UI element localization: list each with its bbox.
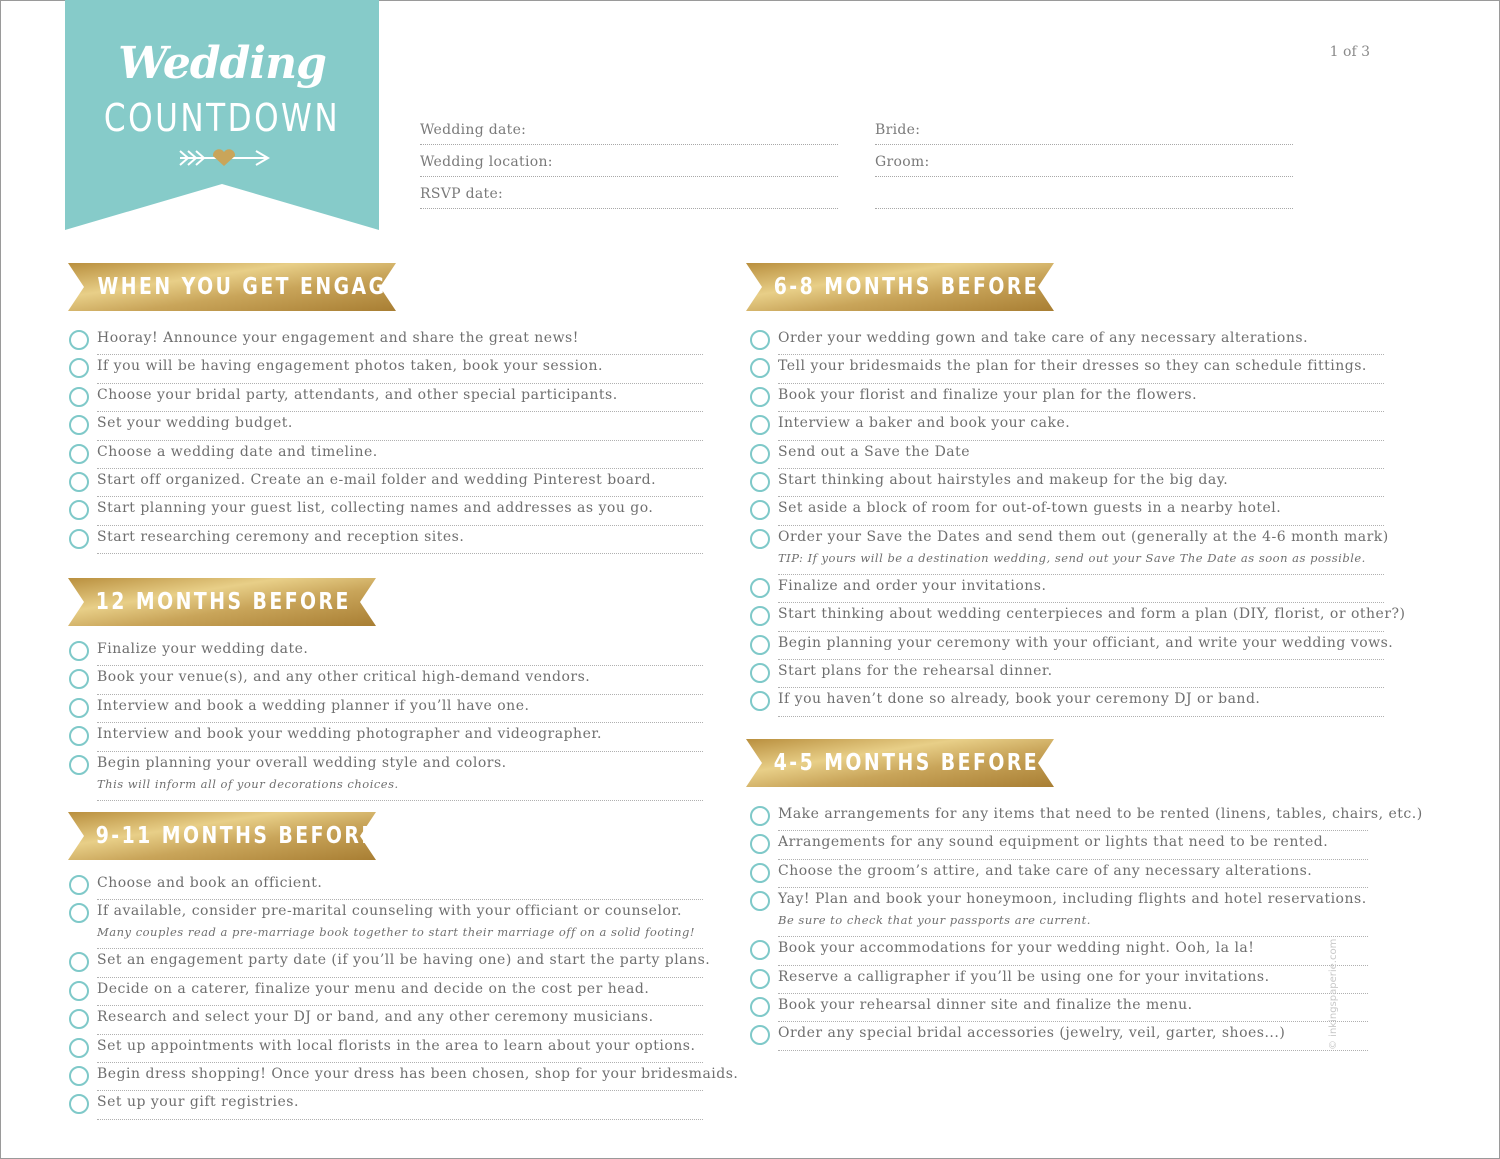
checklist-item-text: If available, consider pre-marital counseling with your officiant or counselor. bbox=[97, 903, 682, 920]
checklist-item bbox=[778, 528, 1389, 575]
checklist-item-text: Start off organized. Create an e-mail folder and wedding Pinterest board. bbox=[97, 472, 657, 488]
groom-field[interactable] bbox=[875, 154, 1293, 177]
checklist-item bbox=[778, 500, 1384, 525]
checklist-item-text: Choose the groom’s attire, and take care of any necessary alterations. bbox=[778, 862, 1313, 879]
checklist-item bbox=[97, 669, 703, 694]
checklist-item bbox=[97, 698, 703, 723]
checklist-item-text: Finalize your wedding date. bbox=[97, 641, 309, 657]
credit-text: © inkingspaperie.com bbox=[1328, 938, 1339, 1050]
checklist-item bbox=[778, 940, 1368, 965]
checklist-item-text: Start thinking about wedding centerpieces and form a plan (DIY, florist, or other?) bbox=[778, 606, 1406, 623]
checklist-item bbox=[97, 444, 703, 469]
checklist-item-text: Interview a baker and book your cake. bbox=[778, 415, 1071, 432]
checkbox-circle[interactable] bbox=[750, 863, 770, 883]
checkbox-circle[interactable] bbox=[750, 330, 770, 350]
checklist-item bbox=[778, 997, 1368, 1022]
checklist-item bbox=[778, 969, 1368, 994]
checklist-item-note: Many couples read a pre-marriage book together to start their marriage off on a solid footing! bbox=[97, 925, 695, 940]
checklist-item-text: Order your wedding gown and take care of any necessary alterations. bbox=[778, 330, 1309, 346]
checklist-item bbox=[97, 1009, 703, 1034]
checklist-item bbox=[778, 578, 1384, 603]
checklist-item bbox=[778, 444, 1384, 469]
checklist-item-text: Begin dress shopping! Once your dress has been chosen, shop for your bridesmaids. bbox=[97, 1066, 739, 1082]
title-script: Wedding bbox=[118, 38, 326, 89]
checkbox-circle[interactable] bbox=[750, 997, 770, 1017]
checklist-item bbox=[97, 981, 703, 1006]
checkbox-circle[interactable] bbox=[750, 472, 770, 492]
checklist-item bbox=[97, 755, 703, 801]
checklist-item-text: Send out a Save the Date bbox=[778, 443, 971, 460]
title-caps: COUNTDOWN bbox=[103, 96, 341, 140]
checklist-item-text: Interview and book your wedding photographer and videographer. bbox=[97, 726, 602, 743]
checklist-item-text: Set up your gift registries. bbox=[97, 1094, 299, 1111]
checklist-item-note: This will inform all of your decorations choices. bbox=[97, 776, 399, 791]
checklist-item-text: Choose and book an officient. bbox=[97, 875, 323, 891]
checkbox-circle[interactable] bbox=[69, 1038, 89, 1058]
bride-field[interactable] bbox=[875, 122, 1293, 145]
checklist-item bbox=[778, 634, 1394, 660]
checklist-item-note: TIP: If yours will be a destination wedding, send out your Save The Date as soon as possible. bbox=[778, 550, 1366, 565]
checklist-item-text: Choose your bridal party, attendants, and other special participants. bbox=[97, 386, 618, 403]
checklist-item bbox=[778, 415, 1384, 440]
checklist-item bbox=[97, 875, 703, 900]
checkbox-circle[interactable] bbox=[69, 529, 89, 549]
checklist-item-text: Book your venue(s), and any other critical high-demand vendors. bbox=[97, 669, 591, 686]
groom-label: Groom: bbox=[875, 154, 930, 170]
checkbox-circle[interactable] bbox=[750, 387, 770, 407]
section-title: 12 MONTHS BEFORE bbox=[95, 589, 351, 615]
checkbox-circle[interactable] bbox=[69, 875, 89, 895]
checklist-item-text: If you will be having engagement photos taken, book your session. bbox=[97, 358, 603, 375]
heart-arrow-icon bbox=[176, 146, 272, 170]
checkbox-circle[interactable] bbox=[750, 663, 770, 683]
checklist-item-text: Research and select your DJ or band, and any other ceremony musicians. bbox=[97, 1009, 654, 1026]
section-header bbox=[68, 812, 376, 860]
checklist-item bbox=[778, 387, 1384, 412]
checklist-item bbox=[778, 472, 1384, 497]
checklist-item bbox=[778, 358, 1384, 383]
checklist-item-text: Order any special bridal accessories (jewelry, veil, garter, shoes...) bbox=[778, 1025, 1286, 1042]
checklist-item bbox=[97, 500, 703, 525]
checklist-item bbox=[97, 358, 703, 383]
checkbox-circle[interactable] bbox=[69, 698, 89, 718]
checklist-item-text: Tell your bridesmaids the plan for their dresses so they can schedule fittings. bbox=[778, 358, 1367, 375]
checklist-item-text: Start researching ceremony and reception sites. bbox=[97, 528, 465, 545]
checklist-item bbox=[97, 1066, 739, 1091]
checklist-item-text: Set aside a block of room for out-of-town guests in a nearby hotel. bbox=[778, 500, 1282, 517]
wedding-location-field[interactable] bbox=[420, 154, 838, 177]
checklist-item bbox=[97, 726, 703, 751]
checklist-item-text: Book your rehearsal dinner site and finalize the menu. bbox=[778, 997, 1193, 1013]
checklist-item bbox=[778, 834, 1368, 859]
section-header bbox=[746, 739, 1054, 787]
checklist-item-text: Start thinking about hairstyles and makeup for the big day. bbox=[778, 472, 1229, 488]
checklist-item bbox=[778, 863, 1368, 888]
checklist-item bbox=[97, 903, 703, 949]
checklist-item bbox=[97, 952, 711, 977]
checklist-item-text: Set up appointments with local florists in the area to learn about your options. bbox=[97, 1037, 696, 1054]
checklist-item-text: Start plans for the rehearsal dinner. bbox=[778, 663, 1053, 679]
section-title: WHEN YOU GET ENGAGED bbox=[97, 274, 420, 300]
checklist-item-text: Reserve a calligrapher if you’ll be using one for your invitations. bbox=[778, 968, 1270, 985]
checkbox-circle[interactable] bbox=[69, 1066, 89, 1086]
checklist-item-text: Set an engagement party date (if you’ll be having one) and start the party plans. bbox=[97, 952, 711, 969]
checklist-item bbox=[778, 1025, 1368, 1050]
checklist-item-text: Make arrangements for any items that need to be rented (linens, tables, chairs, etc.) bbox=[778, 806, 1423, 822]
checklist-item-text: Decide on a caterer, finalize your menu and decide on the cost per head. bbox=[97, 980, 650, 997]
checklist-item bbox=[778, 691, 1384, 716]
checkbox-circle[interactable] bbox=[69, 472, 89, 492]
section-title: 9-11 MONTHS BEFORE bbox=[95, 823, 377, 849]
checklist-item bbox=[97, 330, 703, 355]
checklist-item bbox=[97, 1038, 703, 1063]
checklist-item-note: Be sure to check that your passports are current. bbox=[778, 913, 1091, 928]
checkbox-circle[interactable] bbox=[750, 578, 770, 598]
checklist-item bbox=[97, 387, 703, 412]
checklist-item-text: Arrangements for any sound equipment or lights that need to be rented. bbox=[778, 834, 1329, 851]
checkbox-circle[interactable] bbox=[69, 755, 89, 775]
checkbox-circle[interactable] bbox=[750, 444, 770, 464]
checklist-item bbox=[97, 529, 703, 554]
wedding-location-label: Wedding location: bbox=[420, 154, 553, 170]
checklist-item bbox=[778, 663, 1384, 688]
section-title: 6-8 MONTHS BEFORE bbox=[773, 274, 1040, 300]
checklist-item bbox=[778, 330, 1384, 355]
checkbox-circle[interactable] bbox=[69, 444, 89, 464]
bride-label: Bride: bbox=[875, 122, 921, 138]
checklist-item-text: Choose a wedding date and timeline. bbox=[97, 443, 378, 460]
checkbox-circle[interactable] bbox=[69, 981, 89, 1001]
checkbox-circle[interactable] bbox=[750, 969, 770, 989]
checklist-item-text: Set your wedding budget. bbox=[97, 415, 293, 432]
checklist-item-text: Begin planning your ceremony with your officiant, and write your wedding vows. bbox=[778, 634, 1394, 651]
wedding-date-field[interactable] bbox=[420, 122, 838, 145]
checklist-item-text: If you haven’t done so already, book your ceremony DJ or band. bbox=[778, 691, 1261, 708]
page-indicator: 1 of 3 bbox=[1329, 44, 1370, 60]
section-header bbox=[68, 263, 420, 311]
checklist-item-text: Hooray! Announce your engagement and share the great news! bbox=[97, 330, 579, 346]
checklist-item-text: Order your Save the Dates and send them out (generally at the 4-6 month mark) bbox=[778, 528, 1389, 545]
checklist-item-text: Book your florist and finalize your plan for the flowers. bbox=[778, 386, 1198, 403]
checkbox-circle[interactable] bbox=[69, 387, 89, 407]
checklist-item-text: Yay! Plan and book your honeymoon, including flights and hotel reservations. bbox=[778, 891, 1367, 908]
checkbox-circle[interactable] bbox=[750, 806, 770, 826]
checkbox-circle[interactable] bbox=[750, 529, 770, 549]
blank-field[interactable] bbox=[875, 186, 1293, 209]
section-header bbox=[746, 263, 1054, 311]
checklist-item bbox=[778, 806, 1423, 831]
checklist-item-text: Start planning your guest list, collecting names and addresses as you go. bbox=[97, 500, 654, 517]
rsvp-date-field[interactable] bbox=[420, 186, 838, 209]
section-header bbox=[68, 578, 376, 626]
checklist-item bbox=[97, 641, 703, 666]
checklist-item bbox=[97, 415, 703, 440]
checklist-item bbox=[97, 1094, 703, 1119]
checkbox-circle[interactable] bbox=[750, 635, 770, 655]
checklist-item-text: Finalize and order your invitations. bbox=[778, 577, 1047, 594]
checklist-item-text: Interview and book a wedding planner if you’ll have one. bbox=[97, 697, 530, 714]
checklist-item-text: Book your accommodations for your wedding night. Ooh, la la! bbox=[778, 940, 1255, 957]
checklist-item bbox=[778, 891, 1368, 937]
wedding-date-label: Wedding date: bbox=[420, 122, 527, 138]
section-title: 4-5 MONTHS BEFORE bbox=[773, 750, 1040, 776]
rsvp-date-label: RSVP date: bbox=[420, 186, 504, 202]
checklist-item bbox=[778, 606, 1406, 631]
checklist-item-text: Begin planning your overall wedding style and colors. bbox=[97, 754, 507, 771]
checklist-item bbox=[97, 472, 703, 497]
checkbox-circle[interactable] bbox=[69, 641, 89, 661]
checkbox-circle[interactable] bbox=[69, 330, 89, 350]
